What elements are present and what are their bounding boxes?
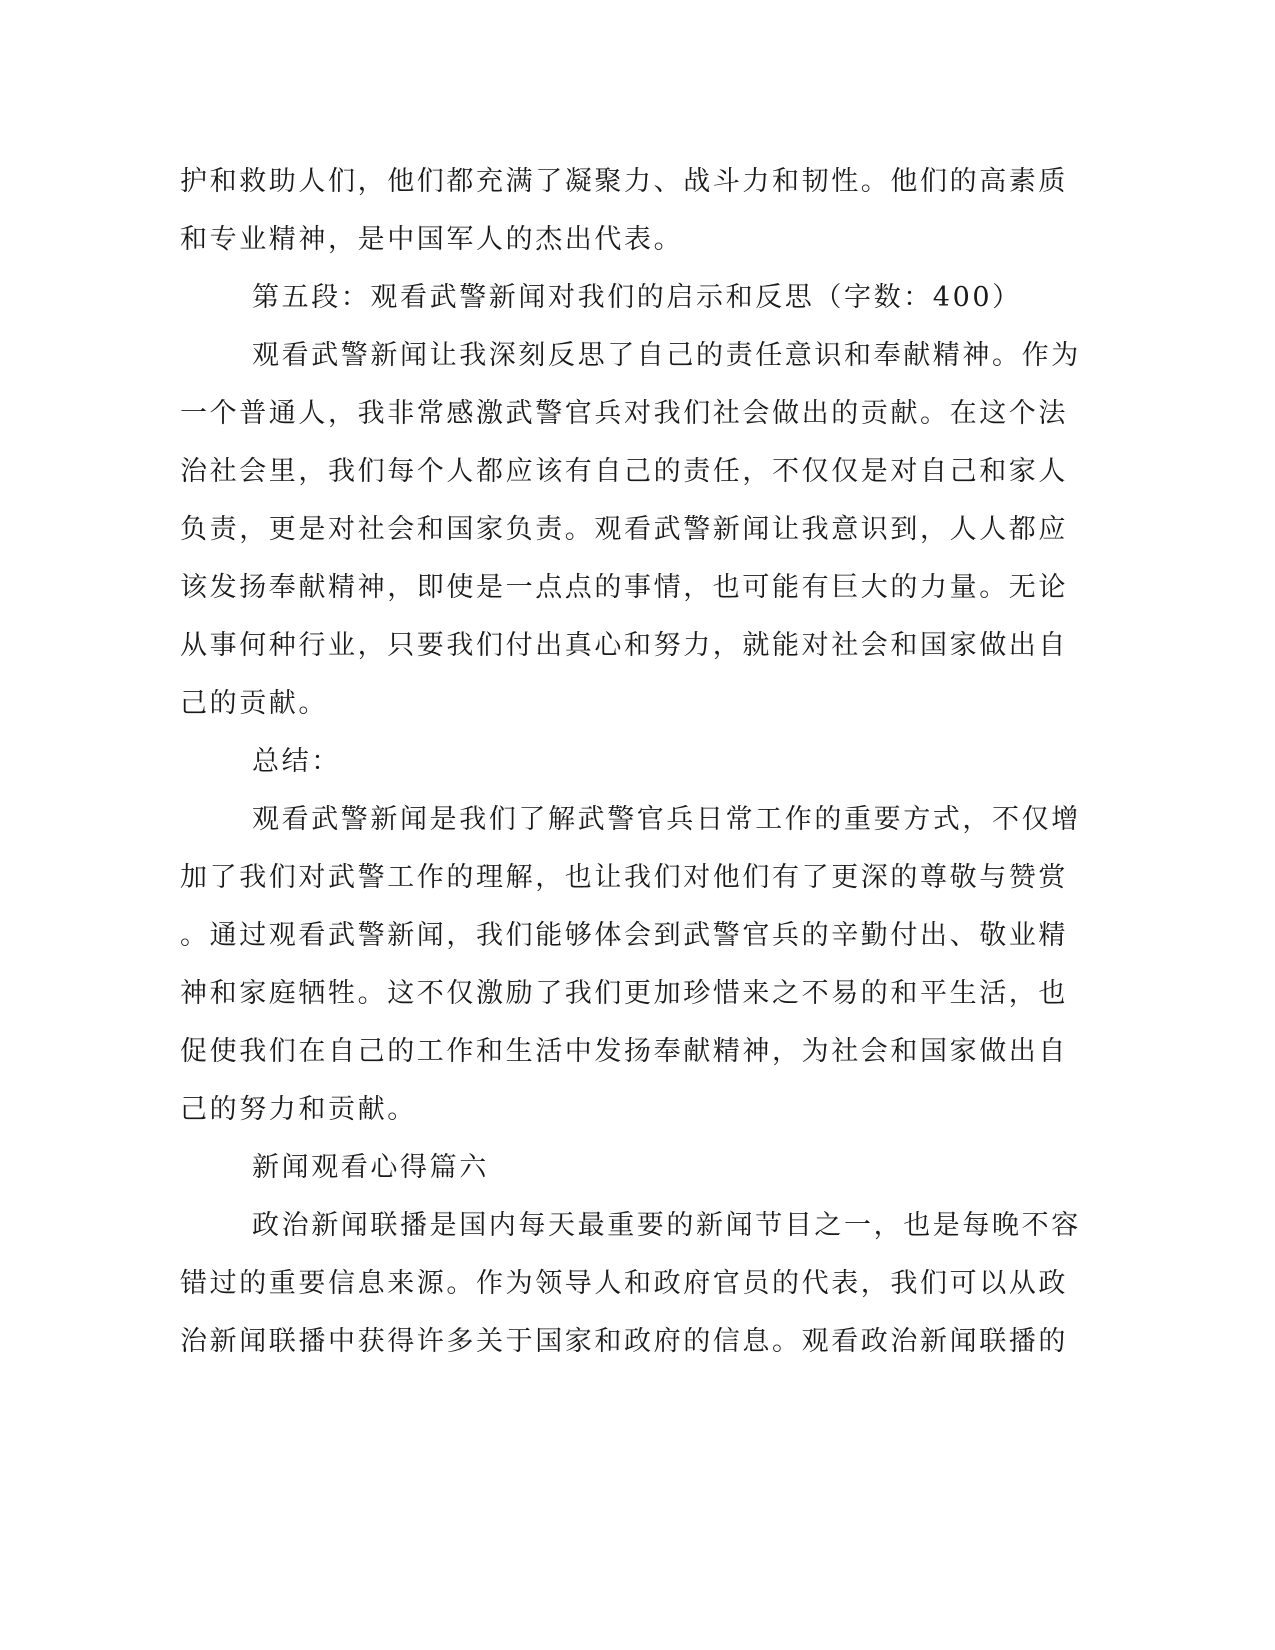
text-line: 从事何种行业，只要我们付出真心和努力，就能对社会和国家做出自 (180, 630, 1068, 661)
text-line: 治社会里，我们每个人都应该有自己的责任，不仅仅是对自己和家人 (180, 456, 1068, 487)
text-line: 加了我们对武警工作的理解，也让我们对他们有了更深的尊敬与赞赏 (180, 862, 1068, 893)
text-line: 。通过观看武警新闻，我们能够体会到武警官兵的辛勤付出、敬业精 (180, 920, 1068, 951)
text-line: 和专业精神，是中国军人的杰出代表。 (180, 224, 684, 255)
text-line: 观看武警新闻是我们了解武警官兵日常工作的重要方式，不仅增 (252, 804, 1081, 835)
section-heading: 总结： (252, 746, 341, 777)
text-line: 神和家庭牺牲。这不仅激励了我们更加珍惜来之不易的和平生活，也 (180, 978, 1068, 1009)
text-line: 该发扬奉献精神，即使是一点点的事情，也可能有巨大的力量。无论 (180, 572, 1068, 603)
text-line: 己的贡献。 (180, 688, 328, 719)
text-line: 己的努力和贡献。 (180, 1094, 417, 1125)
section-heading: 新闻观看心得篇六 (252, 1152, 489, 1183)
text-line: 政治新闻联播是国内每天最重要的新闻节目之一，也是每晚不容 (252, 1210, 1081, 1241)
text-line: 负责，更是对社会和国家负责。观看武警新闻让我意识到，人人都应 (180, 514, 1068, 545)
text-line: 错过的重要信息来源。作为领导人和政府官员的代表，我们可以从政 (180, 1268, 1068, 1299)
text-line: 护和救助人们，他们都充满了凝聚力、战斗力和韧性。他们的高素质 (180, 166, 1068, 197)
text-line: 一个普通人，我非常感激武警官兵对我们社会做出的贡献。在这个法 (180, 398, 1068, 429)
text-line: 治新闻联播中获得许多关于国家和政府的信息。观看政治新闻联播的 (180, 1326, 1068, 1357)
text-line: 促使我们在自己的工作和生活中发扬奉献精神，为社会和国家做出自 (180, 1036, 1068, 1067)
text-line: 观看武警新闻让我深刻反思了自己的责任意识和奉献精神。作为 (252, 340, 1081, 371)
section-heading: 第五段：观看武警新闻对我们的启示和反思（字数：400） (252, 282, 1022, 313)
